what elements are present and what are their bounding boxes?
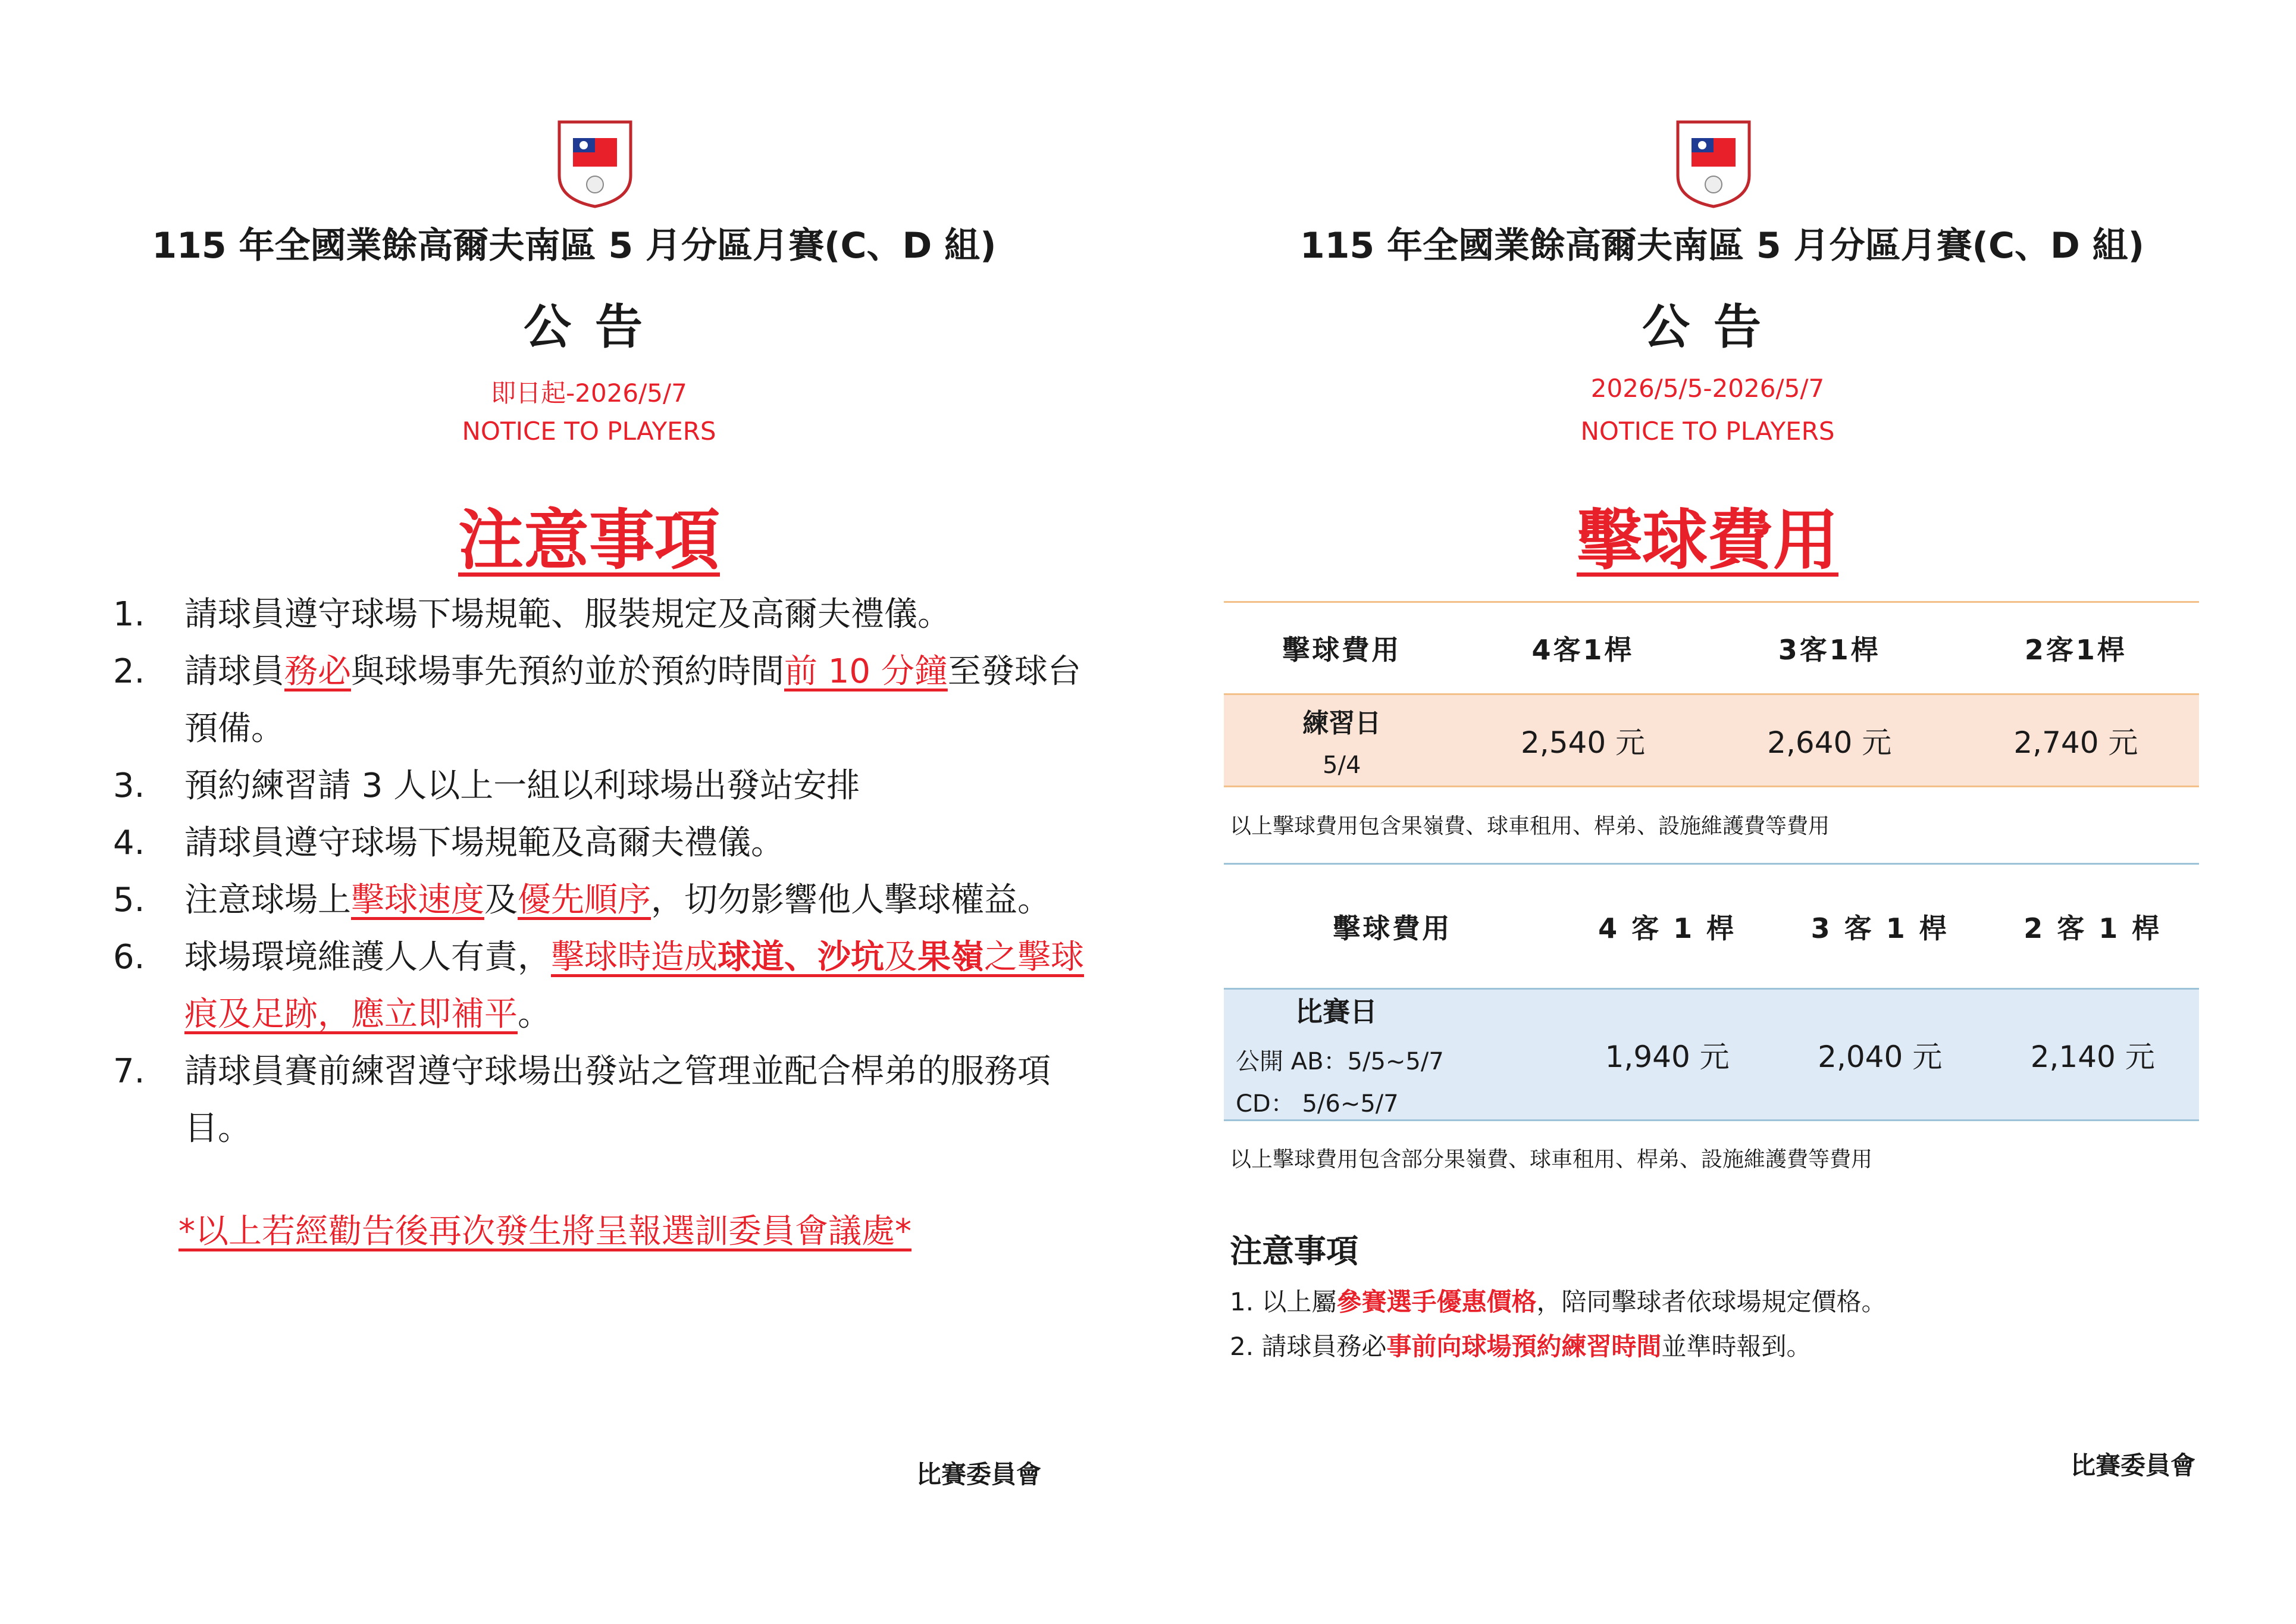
competition-fee-table bbox=[1224, 863, 2199, 1121]
rule-emphasis: 及 bbox=[884, 938, 917, 977]
rule-number: 6. bbox=[113, 938, 145, 977]
committee-signature: 比賽委員會 bbox=[2071, 1451, 2196, 1480]
garoc-logo-icon bbox=[1675, 119, 1752, 208]
fee-cell: 2,140 元 bbox=[1986, 989, 2199, 1121]
rules-list bbox=[113, 586, 1089, 1157]
rule-emphasis: 優先順序 bbox=[518, 881, 651, 919]
rule-text: 請球員賽前練習遵守球場出發站之管理並配合桿弟的服務項目。 bbox=[184, 1052, 1051, 1148]
note-emphasis: 事前向球場預約練習時間 bbox=[1386, 1332, 1662, 1361]
header-cell: 4客1桿 bbox=[1459, 602, 1706, 694]
rule-item bbox=[113, 815, 1089, 872]
table-row bbox=[1224, 989, 2199, 1121]
announcement-label: 公告 bbox=[1642, 299, 1785, 355]
garoc-logo-icon bbox=[556, 119, 634, 208]
table-header-row bbox=[1224, 864, 2199, 989]
rule-emphasis: 前 10 分鐘 bbox=[784, 652, 948, 691]
date-range: 即日起-2026/5/7 bbox=[491, 378, 687, 408]
rule-text: 預約練習請 3 人以上一組以利球場出發站安排 bbox=[184, 766, 860, 805]
header-cell: 擊球費用 bbox=[1224, 864, 1561, 989]
rule-text: ，切勿影響他人擊球權益。 bbox=[651, 881, 1051, 919]
table-header-row bbox=[1224, 602, 2199, 694]
rule-number: 3. bbox=[113, 766, 145, 805]
rule-text: 請球員 bbox=[184, 652, 284, 691]
rule-text: 與球場事先預約並於預約時間 bbox=[351, 652, 784, 691]
header-cell: 3 客 1 桿 bbox=[1774, 864, 1987, 989]
rule-emphasis: 球道、沙坑 bbox=[718, 938, 884, 977]
page-title: 115 年全國業餘高爾夫南區 5 月分區月賽(C、D 組) bbox=[1299, 225, 2145, 267]
header-cell: 2客1桿 bbox=[1953, 602, 2199, 694]
rule-item bbox=[113, 643, 1089, 758]
table-row bbox=[1224, 694, 2199, 787]
warning-text: *以上若經勸告後再次發生將呈報選訓委員會議處* bbox=[178, 1212, 911, 1251]
note-item bbox=[1230, 1327, 1811, 1363]
row-sublabel: 公開 AB：5/5~5/7 bbox=[1236, 1048, 1444, 1075]
note-text: 2. 請球員務必 bbox=[1230, 1332, 1387, 1361]
fees-heading: 擊球費用 bbox=[1577, 502, 1838, 578]
rule-emphasis: 擊球速度 bbox=[351, 881, 484, 919]
note-item bbox=[1230, 1282, 1886, 1318]
row-label-cell bbox=[1224, 989, 1561, 1121]
rule-text: 至發球台預備。 bbox=[184, 652, 1081, 748]
fee-cell: 2,540 元 bbox=[1459, 694, 1706, 787]
right-page bbox=[1148, 0, 2296, 1624]
notice-to-players: NOTICE TO PLAYERS bbox=[1580, 417, 1835, 446]
rule-number: 2. bbox=[113, 652, 145, 691]
rule-emphasis: 擊球時造成 bbox=[551, 938, 718, 977]
fee-note: 以上擊球費用包含部分果嶺費、球車租用、桿弟、設施維護費等費用 bbox=[1230, 1147, 1873, 1172]
rule-item bbox=[113, 758, 1089, 815]
rule-item bbox=[113, 586, 1089, 643]
rule-item bbox=[113, 929, 1089, 1043]
rule-emphasis: 之擊球痕及足跡，應立即補平 bbox=[184, 938, 1084, 1034]
row-sublabel: CD： 5/6~5/7 bbox=[1236, 1090, 1399, 1118]
fee-cell: 1,940 元 bbox=[1561, 989, 1774, 1121]
rule-number: 5. bbox=[113, 881, 145, 919]
rule-text: 請球員遵守球場下場規範、服裝規定及高爾夫禮儀。 bbox=[184, 595, 951, 634]
fee-cell: 2,740 元 bbox=[1953, 694, 2199, 787]
rule-text: 注意球場上 bbox=[184, 881, 351, 919]
rule-item bbox=[113, 1043, 1089, 1157]
header-cell: 擊球費用 bbox=[1224, 602, 1459, 694]
rule-text: 及 bbox=[484, 881, 518, 919]
notes-subheading: 注意事項 bbox=[1230, 1232, 1358, 1270]
row-label: 練習日 bbox=[1302, 708, 1382, 739]
row-label: 比賽日 bbox=[1295, 996, 1377, 1028]
rule-emphasis: 果嶺 bbox=[917, 938, 984, 977]
fee-cell: 2,640 元 bbox=[1706, 694, 1953, 787]
announcement-label: 公告 bbox=[524, 299, 666, 355]
row-sublabel: 5/4 bbox=[1323, 752, 1361, 779]
header-cell: 4 客 1 桿 bbox=[1561, 864, 1774, 989]
rule-number: 4. bbox=[113, 824, 145, 862]
rule-text: 球場環境維護人人有責， bbox=[184, 938, 551, 977]
notice-to-players: NOTICE TO PLAYERS bbox=[462, 417, 716, 446]
rule-number: 1. bbox=[113, 595, 145, 634]
note-emphasis: 參賽選手優惠價格 bbox=[1336, 1287, 1537, 1316]
notes-heading: 注意事項 bbox=[458, 502, 720, 578]
note-text: 1. 以上屬 bbox=[1230, 1287, 1337, 1316]
fee-note: 以上擊球費用包含果嶺費、球車租用、桿弟、設施維護費等費用 bbox=[1230, 814, 1830, 838]
header-cell: 3客1桿 bbox=[1706, 602, 1953, 694]
date-range: 2026/5/5-2026/5/7 bbox=[1590, 374, 1825, 403]
note-text: 並準時報到。 bbox=[1661, 1332, 1812, 1361]
header-cell: 2 客 1 桿 bbox=[1986, 864, 2199, 989]
rule-text: 請球員遵守球場下場規範及高爾夫禮儀。 bbox=[184, 824, 784, 862]
rule-item bbox=[113, 872, 1089, 929]
row-label-cell bbox=[1224, 694, 1459, 787]
fee-cell: 2,040 元 bbox=[1774, 989, 1987, 1121]
committee-signature: 比賽委員會 bbox=[916, 1460, 1042, 1489]
practice-fee-table bbox=[1224, 601, 2199, 787]
note-text: ，陪同擊球者依球場規定價格。 bbox=[1536, 1287, 1887, 1316]
rule-text: 。 bbox=[518, 995, 551, 1034]
rule-number: 7. bbox=[113, 1052, 145, 1091]
page-title: 115 年全國業餘高爾夫南區 5 月分區月賽(C、D 組) bbox=[152, 225, 997, 267]
rule-emphasis: 務必 bbox=[284, 652, 351, 691]
